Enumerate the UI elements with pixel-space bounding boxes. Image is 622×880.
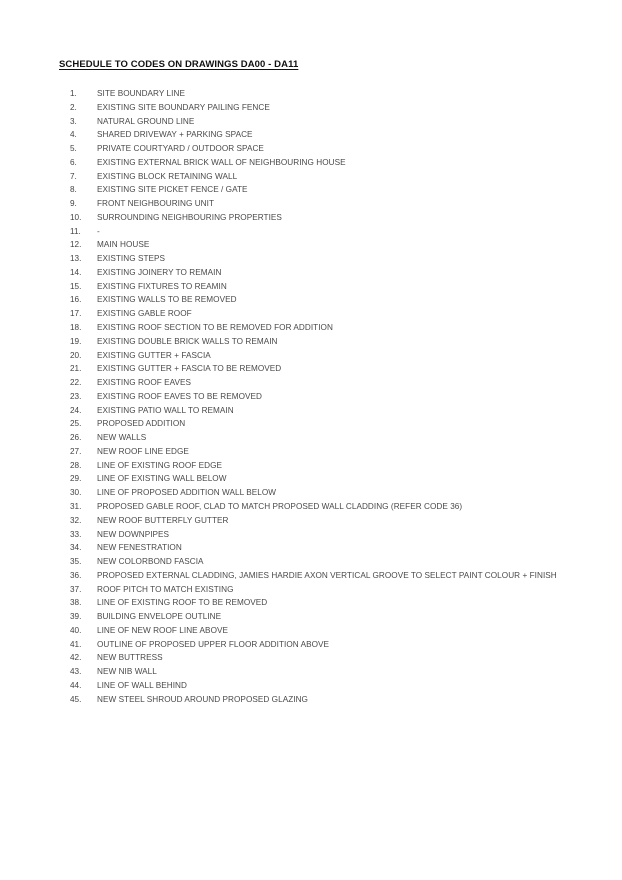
code-number: 43. (70, 667, 82, 677)
code-number: 3. (70, 116, 77, 126)
list-item (0, 238, 622, 252)
code-description: MAIN HOUSE (97, 240, 150, 250)
code-description: ROOF PITCH TO MATCH EXISTING (97, 584, 234, 594)
list-item (0, 183, 622, 197)
list-item (0, 583, 622, 597)
list-item (0, 376, 622, 390)
code-number: 44. (70, 680, 82, 690)
list-item (0, 445, 622, 459)
code-description: EXISTING GABLE ROOF (97, 309, 192, 319)
code-description: - (97, 226, 100, 236)
code-number: 33. (70, 529, 82, 539)
code-number: 12. (70, 240, 82, 250)
code-description: EXISTING SITE PICKET FENCE / GATE (97, 185, 248, 195)
list-item (0, 197, 622, 211)
code-description: PRIVATE COURTYARD / OUTDOOR SPACE (97, 144, 264, 154)
code-number: 38. (70, 598, 82, 608)
list-item (0, 541, 622, 555)
code-number: 6. (70, 157, 77, 167)
code-number: 31. (70, 501, 82, 511)
code-description: NEW STEEL SHROUD AROUND PROPOSED GLAZING (97, 694, 308, 704)
code-description: NEW WALLS (97, 433, 147, 443)
code-description: EXISTING SITE BOUNDARY PAILING FENCE (97, 102, 270, 112)
code-number: 20. (70, 350, 82, 360)
code-number: 29. (70, 474, 82, 484)
code-description: SITE BOUNDARY LINE (97, 89, 185, 98)
code-description: EXISTING WALLS TO BE REMOVED (97, 295, 237, 305)
list-item (0, 170, 622, 184)
code-number: 1. (70, 89, 77, 98)
code-number: 22. (70, 378, 82, 388)
code-number: 39. (70, 612, 82, 622)
code-description: NATURAL GROUND LINE (97, 116, 195, 126)
code-description: LINE OF EXISTING ROOF TO BE REMOVED (97, 598, 268, 608)
code-description: NEW FENESTRATION (97, 543, 182, 553)
code-description: SHARED DRIVEWAY + PARKING SPACE (97, 130, 253, 140)
code-description: LINE OF EXISTING WALL BELOW (97, 474, 227, 484)
code-description: OUTLINE OF PROPOSED UPPER FLOOR ADDITION ABOVE (97, 639, 330, 649)
code-number: 9. (70, 199, 77, 209)
list-item (0, 280, 622, 294)
list-item (0, 266, 622, 280)
code-description: EXISTING ROOF EAVES (97, 378, 192, 388)
code-description: NEW ROOF LINE EDGE (97, 446, 189, 456)
list-item (0, 156, 622, 170)
list-item (0, 486, 622, 500)
code-description: NEW COLORBOND FASCIA (97, 557, 204, 567)
code-number: 28. (70, 460, 82, 470)
list-item (0, 362, 622, 376)
code-number: 40. (70, 625, 82, 635)
list-item (0, 624, 622, 638)
list-item (0, 390, 622, 404)
code-description: EXISTING DOUBLE BRICK WALLS TO REMAIN (97, 336, 278, 346)
list-item (0, 459, 622, 473)
list-item (0, 115, 622, 129)
list-item (0, 307, 622, 321)
list-item (0, 293, 622, 307)
list-item (0, 569, 622, 583)
list-item (0, 225, 622, 239)
list-item (0, 596, 622, 610)
code-description: NEW BUTTRESS (97, 653, 163, 663)
code-number: 19. (70, 336, 82, 346)
code-number: 35. (70, 557, 82, 567)
code-number: 21. (70, 364, 82, 374)
list-item (0, 514, 622, 528)
code-number: 4. (70, 130, 77, 140)
code-number: 42. (70, 653, 82, 663)
code-number: 5. (70, 144, 77, 154)
code-number: 16. (70, 295, 82, 305)
code-description: EXISTING EXTERNAL BRICK WALL OF NEIGHBOURING HOUSE (97, 157, 346, 167)
list-item (0, 665, 622, 679)
code-description: LINE OF NEW ROOF LINE ABOVE (97, 625, 229, 635)
code-number: 23. (70, 391, 82, 401)
code-number: 17. (70, 309, 82, 319)
code-number: 34. (70, 543, 82, 553)
code-number: 24. (70, 405, 82, 415)
list-item (0, 528, 622, 542)
list-item (0, 321, 622, 335)
code-description: EXISTING JOINERY TO REMAIN (97, 267, 222, 277)
code-number: 14. (70, 267, 82, 277)
code-number: 7. (70, 171, 77, 181)
list-item (0, 404, 622, 418)
code-number: 25. (70, 419, 82, 429)
code-description: EXISTING BLOCK RETAINING WALL (97, 171, 238, 181)
code-description: PROPOSED GABLE ROOF, CLAD TO MATCH PROPOSED WALL CLADDING (REFER CODE 36) (97, 501, 463, 511)
list-item (0, 472, 622, 486)
code-description: EXISTING GUTTER + FASCIA TO BE REMOVED (97, 364, 282, 374)
code-number: 27. (70, 446, 82, 456)
code-description: EXISTING ROOF SECTION TO BE REMOVED FOR ADDITION (97, 323, 333, 333)
list-item (0, 87, 622, 101)
list-item (0, 638, 622, 652)
list-item (0, 693, 622, 707)
code-number: 36. (70, 570, 82, 580)
code-description: EXISTING PATIO WALL TO REMAIN (97, 405, 234, 415)
code-number: 26. (70, 433, 82, 443)
list-item (0, 142, 622, 156)
code-description: NEW ROOF BUTTERFLY GUTTER (97, 515, 229, 525)
code-description: EXISTING GUTTER + FASCIA (97, 350, 211, 360)
list-item (0, 128, 622, 142)
code-description: PROPOSED EXTERNAL CLADDING, JAMIES HARDIE AXON VERTICAL GROOVE TO SELECT PAINT COLOUR + FINISH (97, 570, 557, 580)
code-number: 41. (70, 639, 82, 649)
code-description: NEW DOWNPIPES (97, 529, 170, 539)
code-description: FRONT NEIGHBOURING UNIT (97, 199, 214, 209)
list-item (0, 651, 622, 665)
code-description: EXISTING FIXTURES TO REAMIN (97, 281, 227, 291)
code-number: 10. (70, 212, 82, 222)
list-item (0, 555, 622, 569)
code-description: EXISTING STEPS (97, 254, 166, 264)
list-item (0, 101, 622, 115)
code-description: EXISTING ROOF EAVES TO BE REMOVED (97, 391, 262, 401)
code-description: NEW NIB WALL (97, 667, 157, 677)
list-item (0, 252, 622, 266)
list-item (0, 610, 622, 624)
code-number: 32. (70, 515, 82, 525)
list-item (0, 500, 622, 514)
list-item (0, 211, 622, 225)
code-number: 45. (70, 694, 82, 704)
code-number: 13. (70, 254, 82, 264)
code-list (0, 87, 622, 706)
code-description: LINE OF WALL BEHIND (97, 680, 187, 690)
code-number: 8. (70, 185, 77, 195)
code-description: PROPOSED ADDITION (97, 419, 186, 429)
code-description: LINE OF EXISTING ROOF EDGE (97, 460, 223, 470)
list-item (0, 431, 622, 445)
code-number: 37. (70, 584, 82, 594)
list-item (0, 417, 622, 431)
code-description: LINE OF PROPOSED ADDITION WALL BELOW (97, 488, 277, 498)
code-number: 11. (70, 226, 81, 236)
code-number: 2. (70, 102, 77, 112)
list-item (0, 349, 622, 363)
code-description: SURROUNDING NEIGHBOURING PROPERTIES (97, 212, 282, 222)
code-number: 30. (70, 488, 82, 498)
schedule-title: SCHEDULE TO CODES ON DRAWINGS DA00 - DA11 (59, 59, 299, 70)
code-number: 15. (70, 281, 82, 291)
code-description: BUILDING ENVELOPE OUTLINE (97, 612, 222, 622)
code-number: 18. (70, 323, 82, 333)
list-item (0, 679, 622, 693)
list-item (0, 335, 622, 349)
